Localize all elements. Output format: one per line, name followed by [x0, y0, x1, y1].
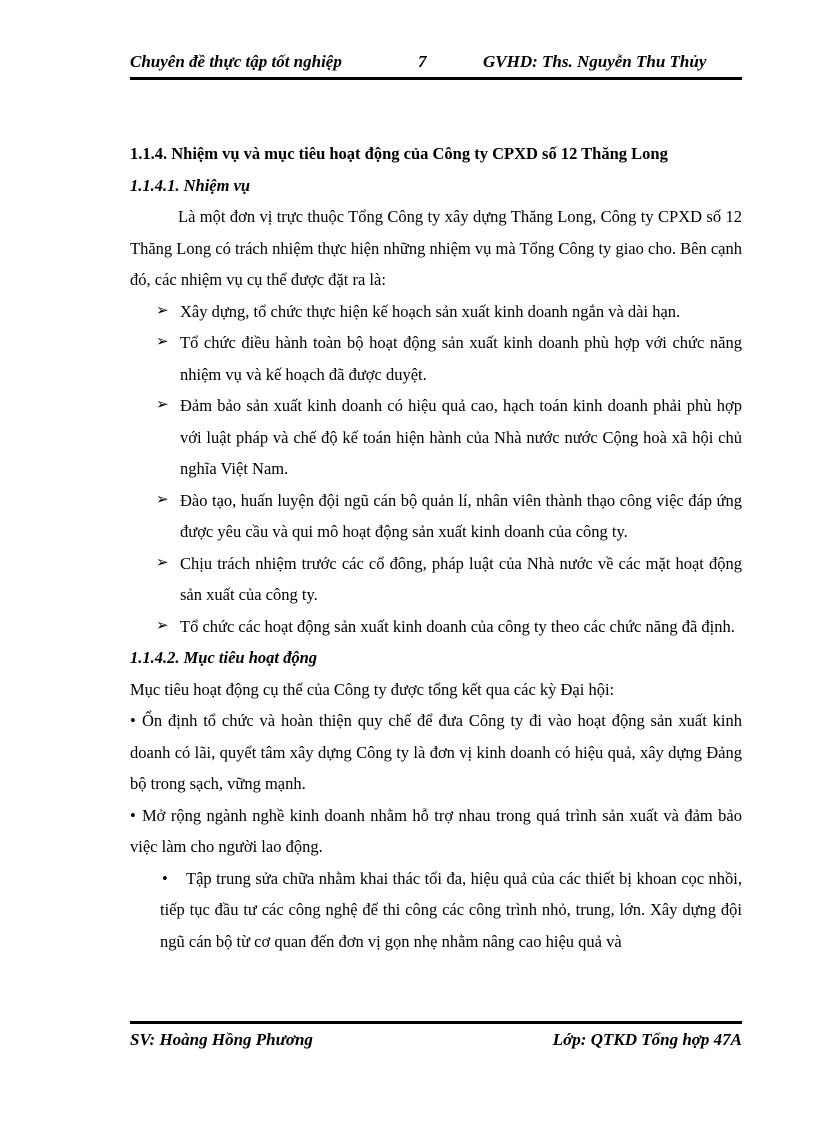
- arrow-bullet-icon: ➢: [156, 302, 169, 319]
- footer-class: Lớp: QTKD Tổng hợp 47A: [552, 1030, 742, 1049]
- list-item: [130, 800, 742, 863]
- list-item-text: Tổ chức điều hành toàn bộ hoạt động sản xuất kinh doanh phù hợp với chức năng nhiệm vụ và kế hoạch đã được duyệt.: [180, 333, 742, 384]
- list-item: [130, 390, 742, 485]
- dot-bullet-icon: •: [130, 711, 136, 730]
- list-item-text: Tổ chức các hoạt động sản xuất kinh doanh của công ty theo các chức năng đã định.: [180, 616, 735, 636]
- list-item: [130, 705, 742, 800]
- list-item-text: Xây dựng, tổ chức thực hiện kế hoạch sản xuất kinh doanh ngắn và dài hạn.: [180, 301, 681, 321]
- page-header: [130, 50, 742, 76]
- dot-bullet-icon: •: [162, 868, 168, 888]
- page-footer: [130, 1027, 742, 1055]
- arrow-bullet-icon: ➢: [156, 397, 169, 413]
- list-item-text: Ổn định tổ chức và hoàn thiện quy chế để đưa Công ty đi vào hoạt động sản xuất kinh doanh có lãi, quyết tâm xây dựng Công ty là đơn vị kinh doanh có hiệu quả, xây dựng Đảng bộ trong sạch, vững mạnh.: [130, 711, 742, 793]
- list-item: [130, 611, 742, 643]
- section-title: 1.1.4. Nhiệm vụ và mục tiêu hoạt động của Công ty CPXD số 12 Thăng Long: [130, 144, 668, 163]
- header-rule: [130, 77, 742, 80]
- list-item: [130, 327, 742, 390]
- arrow-bullet-icon: ➢: [156, 617, 169, 634]
- list-item-text: Mở rộng ngành nghề kinh doanh nhằm hỗ trợ nhau trong quá trình sản xuất và đảm bảo việc làm cho người lao động.: [130, 805, 742, 856]
- footer-rule: [130, 1021, 742, 1024]
- footer-student: SV: Hoàng Hồng Phương: [130, 1030, 313, 1049]
- arrow-bullet-icon: ➢: [156, 554, 169, 571]
- header-thesis-title: Chuyên đề thực tập tốt nghiệp: [130, 52, 342, 71]
- list-item-text: Chịu trách nhiệm trước các cổ đông, pháp luật của Nhà nước về các mặt hoạt động sản xuất của công ty.: [180, 553, 742, 604]
- list-item: [130, 296, 742, 328]
- objectives-intro-paragraph: Mục tiêu hoạt động cụ thể của Công ty được tổng kết qua các kỳ Đại hội:: [130, 679, 615, 699]
- list-item: [130, 548, 742, 611]
- page-body: [130, 138, 742, 957]
- list-item: [130, 863, 742, 958]
- list-item: [130, 485, 742, 548]
- duties-intro-paragraph: Là một đơn vị trực thuộc Tổng Công ty xây dựng Thăng Long, Công ty CPXD số 12 Thăng Long có trách nhiệm thực hiện những nhiệm vụ mà Tổng Công ty giao cho. Bên cạnh đó, các nhiệm vụ cụ thể được đặt ra là:: [130, 207, 742, 289]
- header-page-number: 7: [418, 52, 427, 71]
- dot-bullet-icon: •: [130, 805, 136, 825]
- arrow-bullet-icon: ➢: [156, 334, 169, 350]
- list-item-text: Tập trung sửa chữa nhằm khai thác tối đa, hiệu quả của các thiết bị khoan cọc nhồi, tiếp tục đầu tư các công nghệ để thi công các công trình nhỏ, trung, lớn. Xây dựng đội ngũ cán bộ từ cơ quan đến đơn vị gọn nhẹ nhằm nâng cao hiệu quả và: [160, 868, 742, 951]
- header-supervisor: GVHD: Ths. Nguyễn Thu Thủy: [483, 52, 707, 71]
- subsection-title-objectives: 1.1.4.2. Mục tiêu hoạt động: [130, 648, 318, 667]
- subsection-title-duties: 1.1.4.1. Nhiệm vụ: [130, 175, 251, 195]
- list-item-text: Đào tạo, huấn luyện đội ngũ cán bộ quản lí, nhân viên thành thạo công việc đáp ứng được yêu cầu và qui mô hoạt động sản xuất kinh doanh của công ty.: [180, 490, 742, 541]
- list-item-text: Đảm bảo sản xuất kinh doanh có hiệu quả cao, hạch toán kinh doanh phải phù hợp với luật pháp và chế độ kế toán hiện hành của Nhà nước nước Cộng hoà xã hội chủ nghĩa Việt Nam.: [180, 396, 742, 478]
- arrow-bullet-icon: ➢: [156, 491, 169, 508]
